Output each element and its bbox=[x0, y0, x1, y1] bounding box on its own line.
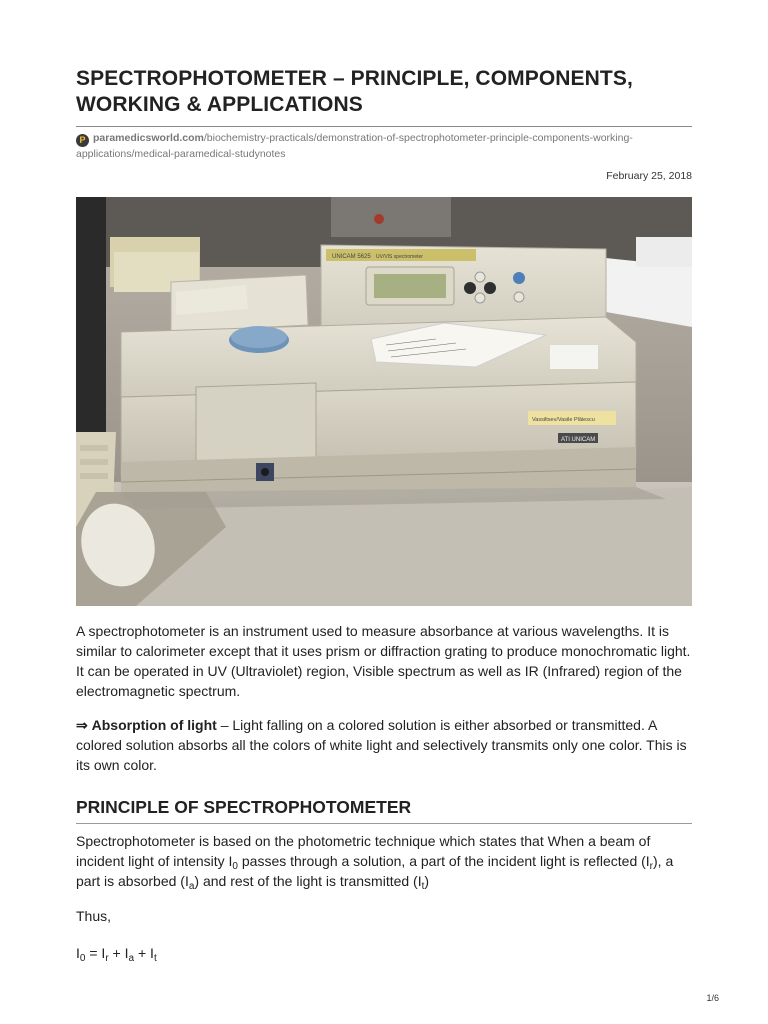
article-title bbox=[76, 66, 692, 118]
instrument-brand-label: UNICAM 5625 bbox=[332, 254, 371, 260]
spectrophotometer-photo bbox=[76, 197, 692, 606]
source-path[interactable]: /biochemistry-practicals/demonstration-of-spectrophotometer-principle-components-working-applications/medical-paramedical-studynotes bbox=[76, 132, 633, 160]
instrument-sticker: Vassiltsev/Vasile Plăiescu bbox=[532, 417, 595, 423]
principle-text-2: passes through a solution, a part of the incident light is reflected (I bbox=[237, 853, 650, 869]
absorption-arrow: ⇒ bbox=[76, 717, 88, 733]
eq-term-b: = I bbox=[85, 945, 106, 961]
subscript-0: 0 bbox=[232, 861, 238, 872]
site-favicon-icon: P bbox=[76, 134, 89, 147]
principle-paragraph bbox=[76, 831, 692, 891]
title-line-1: SPECTROPHOTOMETER – PRINCIPLE, COMPONENTS, bbox=[76, 67, 633, 90]
principle-text-3: ), a part is absorbed (I bbox=[76, 853, 674, 889]
eq-term-c: + I bbox=[108, 945, 129, 961]
intro-paragraph: A spectrophotometer is an instrument used to measure absorbance at various wavelengths. It is similar to calorimeter except that it uses prism or diffraction grating to produce monochromatic light. It can be operated in UV (Ultraviolet) region, Visible spectrum as well as IR (Infrared) region of the electromagnetic spectrum. bbox=[76, 623, 691, 699]
absorption-term: Absorption of light bbox=[91, 717, 217, 733]
eq-sub-c: a bbox=[128, 953, 135, 964]
absorption-text: – Light falling on a colored solution is either absorbed or transmitted. A colored solution absorbs all the colors of white light and selectively transmits only one color. This is its own color. bbox=[76, 717, 687, 773]
principle-divider bbox=[76, 823, 692, 824]
absorption-paragraph bbox=[76, 715, 692, 775]
subscript-t: t bbox=[421, 881, 425, 892]
eq-sub-a: 0 bbox=[79, 953, 86, 964]
thus-paragraph: Thus, bbox=[76, 908, 112, 924]
page-number: 1/6 bbox=[706, 993, 719, 1003]
subscript-r: r bbox=[649, 861, 654, 872]
subscript-a: a bbox=[188, 881, 195, 892]
title-line-2: WORKING & APPLICATIONS bbox=[76, 93, 363, 116]
principle-text-1: Spectrophotometer is based on the photometric technique which states that When a beam of incident light of intensity I bbox=[76, 833, 651, 869]
title-divider bbox=[76, 126, 692, 127]
instrument-model-label: UV/VIS spectrometer bbox=[376, 254, 423, 260]
principle-text-4: ) and rest of the light is transmitted (I bbox=[194, 873, 422, 889]
publish-date: February 25, 2018 bbox=[606, 170, 692, 182]
eq-sub-d: t bbox=[153, 953, 157, 964]
intensity-equation bbox=[76, 943, 692, 963]
eq-sub-b: r bbox=[105, 953, 109, 964]
eq-term-a: I bbox=[76, 945, 80, 961]
eq-term-d: + I bbox=[134, 945, 154, 961]
principle-text-5: ) bbox=[424, 873, 430, 889]
principle-heading: PRINCIPLE OF SPECTROPHOTOMETER bbox=[76, 797, 412, 817]
source-domain[interactable]: paramedicsworld.com bbox=[93, 132, 204, 144]
instrument-logo: ATI UNICAM bbox=[561, 437, 596, 443]
source-url[interactable] bbox=[76, 131, 692, 161]
